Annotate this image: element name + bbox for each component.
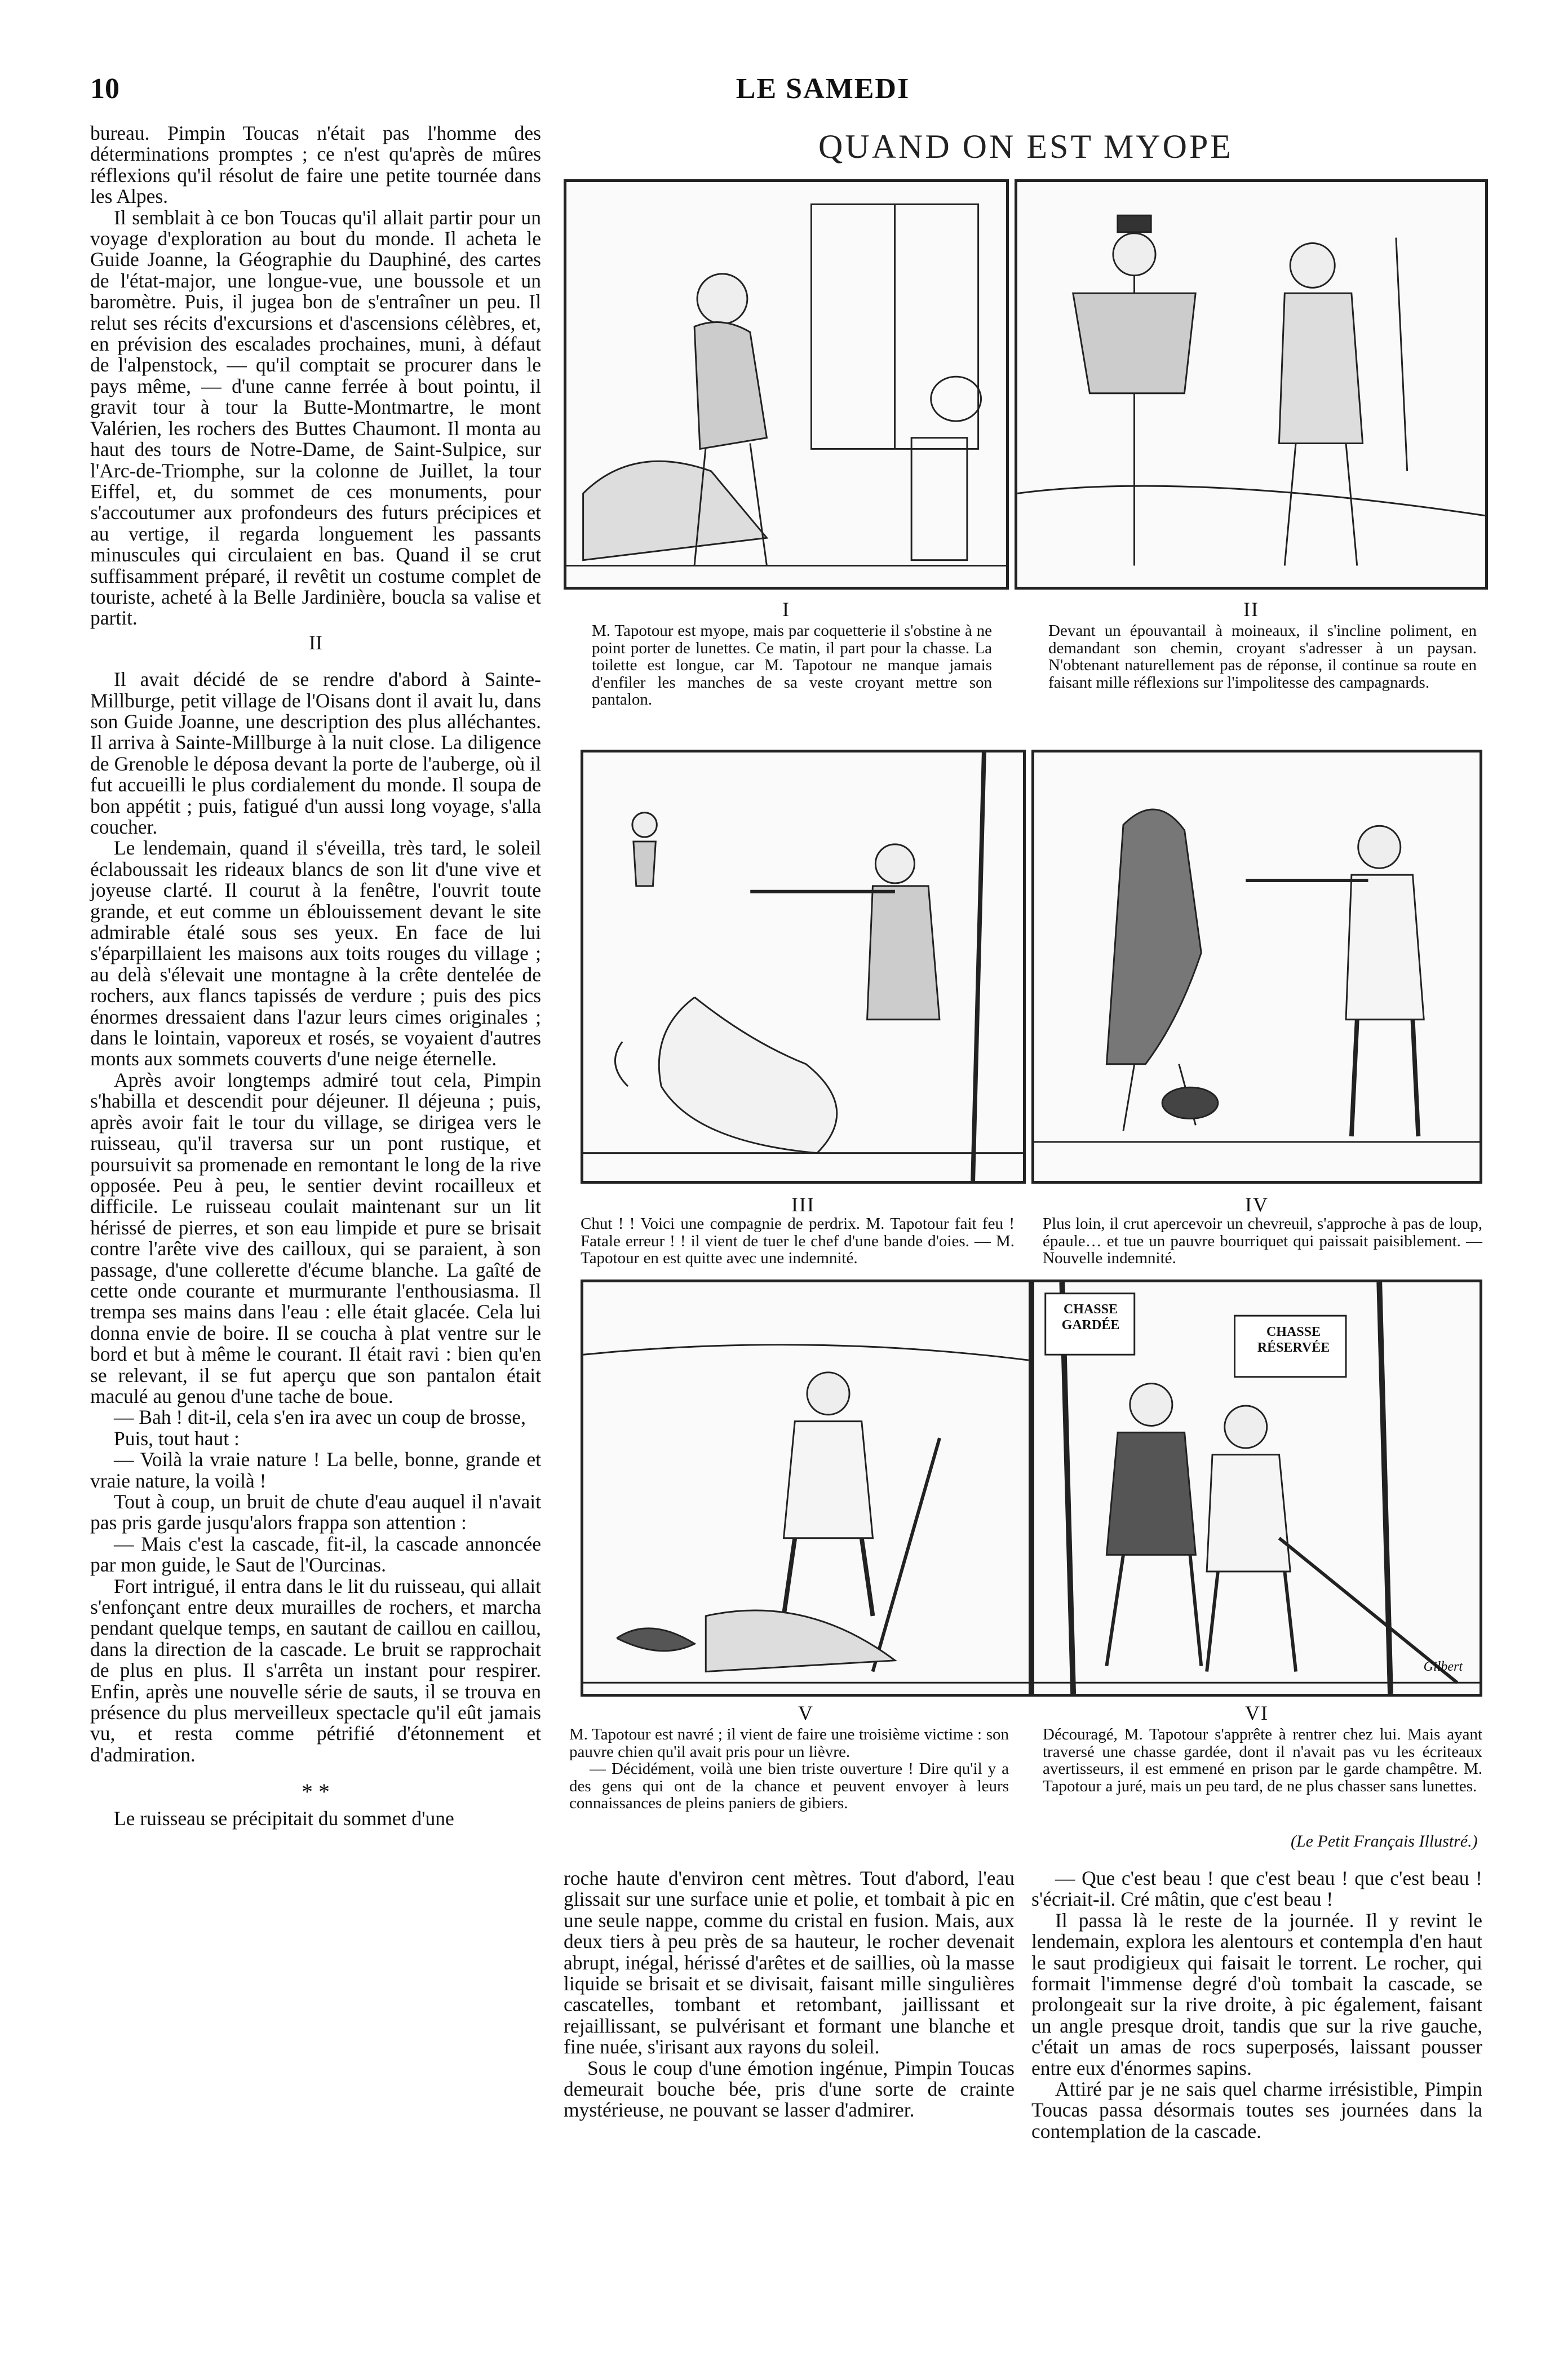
panel-2-numeral: II xyxy=(1243,598,1259,621)
panel-2-caption xyxy=(1048,622,1477,691)
paragraph: Fort intrigué, il entra dans le lit du ruisseau, qui allait s'enfonçant entre deux murailles de rochers, et marcha pendant quelque temps, en sautant de caillou en caillou, dans la direction de la cascade. Le bruit se rapprochait de plus en plus. Il s'arrêta un instant pour respirer. Enfin, après une nouvelle série de sauts, il se trouva en présence du plus merveilleux spectacle qu'il eût jamais vu, et resta comme pétrifié d'étonnement et d'admiration. xyxy=(90,1574,541,1766)
panel-2-illustration xyxy=(1017,182,1485,587)
panel-4-numeral: IV xyxy=(1245,1193,1269,1216)
panel-1-caption xyxy=(592,622,992,709)
paragraph: — Voilà la vraie nature ! La belle, bonne, grande et vraie nature, la voilà ! xyxy=(90,1448,541,1492)
panel-5-caption-text-2: — Décidément, voilà une bien triste ouverture ! Dire qu'il y a des gens qui ont de la chance et peuvent envoyer à leurs connaissances de pleins paniers de gibiers. xyxy=(569,1760,1009,1812)
paragraph: — Bah ! dit-il, cela s'en ira avec un coup de brosse, xyxy=(114,1406,526,1429)
panel-1-caption-text: M. Tapotour est myope, mais par coquetterie il s'obstine à ne point porter de lunettes. Ce matin, il part pour la chasse. La toilette est longue, car M. Tapotour ne manque jamais d'enfiler les manches de sa veste croyant mettre son pantalon. xyxy=(592,622,992,709)
comic-panel-6 xyxy=(1031,1280,1482,1697)
panel-5-illustration xyxy=(583,1282,1029,1694)
paragraph: — Mais c'est la cascade, fit-il, la cascade annoncée par mon guide, le Saut de l'Ourcinas. xyxy=(90,1532,541,1577)
comic-panel-3 xyxy=(581,750,1026,1184)
panel-5-caption-text: M. Tapotour est navré ; il vient de faire une troisième victime : son pauvre chien qu'il avait pris pour un lièvre. xyxy=(569,1725,1009,1761)
left-column xyxy=(90,123,541,1829)
masthead: LE SAMEDI xyxy=(736,73,910,105)
right-column xyxy=(1031,1868,1482,2142)
panel-1-numeral: I xyxy=(782,598,790,621)
panel-5-numeral: V xyxy=(798,1702,814,1724)
comic-panel-5 xyxy=(581,1280,1031,1697)
comic-title: QUAND ON EST MYOPE xyxy=(818,128,1233,165)
paragraph: Il avait décidé de se rendre d'abord à Sainte-Millburge, petit village de l'Oisans dont il avait lu, dans son Guide Joanne, une description des plus alléchantes. Il arriva à Sainte-Millburge à la nuit close. La diligence de Grenoble le déposa devant la porte de l'auberge, où il fut accueilli le plus cordialement du monde. Il soupa de bon appétit ; puis, fatigué d'un aussi long voyage, s'alla coucher. xyxy=(90,668,541,838)
panel-3-numeral: III xyxy=(791,1193,815,1216)
panel-4-caption xyxy=(1043,1215,1482,1267)
panel-3-caption-text: Chut ! ! Voici une compagnie de perdrix. M. Tapotour fait feu ! Fatale erreur ! ! il vient de tuer le chef d'une bande d'oies. — M. Tapotour en est quitte avec une indemnité. xyxy=(581,1215,1015,1267)
comic-panel-2 xyxy=(1015,179,1488,590)
sign-chasse-gardee: CHASSE GARDÉE xyxy=(1061,1302,1120,1332)
paragraph: Il semblait à ce bon Toucas qu'il allait partir pour un voyage d'exploration au bout du monde. Il acheta le Guide Joanne, la Géographie du Dauphiné, des cartes de l'état-major, une longue-vue, une boussole et un baromètre. Puis, il jugea bon de s'entraîner un peu. Il relut ses récits d'excursions et d'ascensions célèbres, et, en prévision des escalades prochaines, muni, à défaut de l'alpenstock, — qu'il comptait se procurer dans le pays même, — d'une canne ferrée à bout pointu, il gravit tour à tour la Butte-Montmartre, le mont Valérien, les rochers des Buttes Chaumont. Il monta au haut des tours de Notre-Dame, de Saint-Sulpice, sur l'Arc-de-Triomphe, sur la colonne de Juillet, la tour Eiffel, et, du sommet de ces monuments, pour s'accoutumer aux profondeurs des futurs précipices et au vertige, il regarda longuement les passants minuscules qui circulaient en bas. Quand il se crut suffisamment préparé, il revêtit un costume complet de touriste, acheté à la Belle Jardinière, boucla sa valise et partit. xyxy=(90,206,541,630)
panel-3-caption xyxy=(581,1215,1015,1267)
paragraph: Sous le coup d'une émotion ingénue, Pimpin Toucas demeurait bouche bée, pris d'une sorte de crainte mystérieuse, ne pouvant se lasser d'admirer. xyxy=(564,2056,1015,2122)
paragraph: Après avoir longtemps admiré tout cela, Pimpin s'habilla et descendit pour déjeuner. Il déjeuna ; puis, après avoir fait le tour du village, se dirigea vers le ruisseau, qu'il traversa sur un pont rustique, et poursuivit sa promenade en remontant le long de la rive opposée. Peu à peu, le sentier devint rocailleux et difficile. Le ruisseau coulait maintenant sur un lit hérissé de pierres, et son eau limpide et pure se brisait contre l'arête vive des cailloux, qui se paraient, à son passage, d'une collerette d'écume blanche. La gaîté de cette onde courante et murmurante l'enthousiasma. Il trempa ses mains dans l'eau : elle était glacée. Cela lui donna envie de boire. Il se coucha à plat ventre sur le bord et but à même le courant. Il était ravi : bien qu'en se relevant, il se fut aperçu que son pantalon était maculé au genou d'une tache de boue. xyxy=(90,1068,541,1407)
panel-6-caption-text: Découragé, M. Tapotour s'apprête à rentrer chez lui. Mais ayant traversé une chasse gardée, dont il n'avait pas vu les écriteaux avertisseurs, il est emmené en prison par le garde champêtre. M. Tapotour a juré, mais un peu tard, de ne plus chasser sans lunettes. xyxy=(1043,1725,1482,1795)
section-break: * * xyxy=(302,1779,330,1805)
artist-signature: Gilbert xyxy=(1423,1659,1463,1674)
paragraph: — Que c'est beau ! que c'est beau ! que c'est beau ! s'écriait-il. Cré mâtin, que c'est beau ! xyxy=(1031,1867,1482,1911)
panel-4-illustration xyxy=(1034,752,1480,1181)
section-heading: II xyxy=(309,631,322,654)
comic-panel-4 xyxy=(1031,750,1482,1184)
paragraph: Le lendemain, quand il s'éveilla, très tard, le soleil éclaboussait les rideaux blancs de son lit d'une vive et joyeuse clarté. Il courut à la fenêtre, l'ouvrit toute grande, et eut comme un éblouissement devant le site admirable étalé sous ses yeux. En face de lui s'éparpillaient les maisons aux toits rouges du village ; au delà s'élevait une montagne à la crête dentelée de rochers, aux flancs tapissés de verdure ; puis des pics énormes dressaient dans l'azur leurs cimes originales ; dans le lointain, vaporeux et rosés, se voyaient d'autres monts aux sommets couverts d'une neige éternelle. xyxy=(90,836,541,1070)
panel-5-caption xyxy=(569,1726,1009,1812)
page-number: 10 xyxy=(90,73,119,105)
middle-column xyxy=(564,1868,1015,2121)
panel-6-numeral: VI xyxy=(1245,1702,1269,1724)
paragraph: Attiré par je ne sais quel charme irrésistible, Pimpin Toucas passa désormais toutes ses journées dans la contemplation de la cascade. xyxy=(1031,2078,1482,2142)
sign-chasse-reservee: CHASSE RÉSERVÉE xyxy=(1257,1325,1330,1355)
panel-4-caption-text: Plus loin, il crut apercevoir un chevreuil, s'approche à pas de loup, épaule… et tue un pauvre bourriquet qui paissait paisiblement. — Nouvelle indemnité. xyxy=(1043,1215,1482,1267)
paragraph: Le ruisseau se précipitait du sommet d'une xyxy=(114,1807,454,1830)
paragraph: Il passa là le reste de la journée. Il y revint le lendemain, explora les alentours et contempla d'en haut le saut prodigieux qui faisait le torrent. Le rocher, qui formait l'immense degré d'où tombait la cascade, se prolongeait sur la rive droite, à pic également, faisant un angle presque droit, tandis que sur la rive gauche, c'était un amas de rocs superposés, laissant pousser entre eux d'énormes sapins. xyxy=(1031,1909,1482,2079)
paragraph: Puis, tout haut : xyxy=(114,1427,240,1450)
comic-panel-1 xyxy=(564,179,1009,590)
paragraph: Tout à coup, un bruit de chute d'eau auquel il n'avait pas pris garde jusqu'alors frappa son attention : xyxy=(90,1490,541,1534)
panel-3-illustration xyxy=(583,752,1023,1181)
panel-1-illustration xyxy=(566,182,1006,587)
panel-6-caption xyxy=(1043,1726,1482,1795)
source-credit: (Le Petit Français Illustré.) xyxy=(1291,1832,1478,1851)
paragraph: roche haute d'environ cent mètres. Tout d'abord, l'eau glissait sur une surface unie et polie, et tombait à pic en une seule nappe, comme du cristal en fusion. Mais, aux deux tiers à peu près de sa hauteur, le rocher devenait abrupt, inégal, hérissé d'arêtes et de saillies, où la masse liquide se brisait et se divisait, faisant mille singulières cascatelles, tombant et retombant, jaillissant et rejaillissant, se pulvérisant et formant une blanche et fine nuée, s'irisant aux rayons du soleil. xyxy=(564,1867,1015,2058)
paragraph: bureau. Pimpin Toucas n'était pas l'homme des déterminations promptes ; ce n'est qu'après de mûres réflexions qu'il résolut de faire une petite tournée dans les Alpes. xyxy=(90,122,541,208)
panel-2-caption-text: Devant un épouvantail à moineaux, il s'incline poliment, en demandant son chemin, croyant s'adresser à un paysan. N'obtenant naturellement pas de réponse, il continue sa route en faisant mille réflexions sur l'impolitesse des campagnards. xyxy=(1048,622,1477,692)
